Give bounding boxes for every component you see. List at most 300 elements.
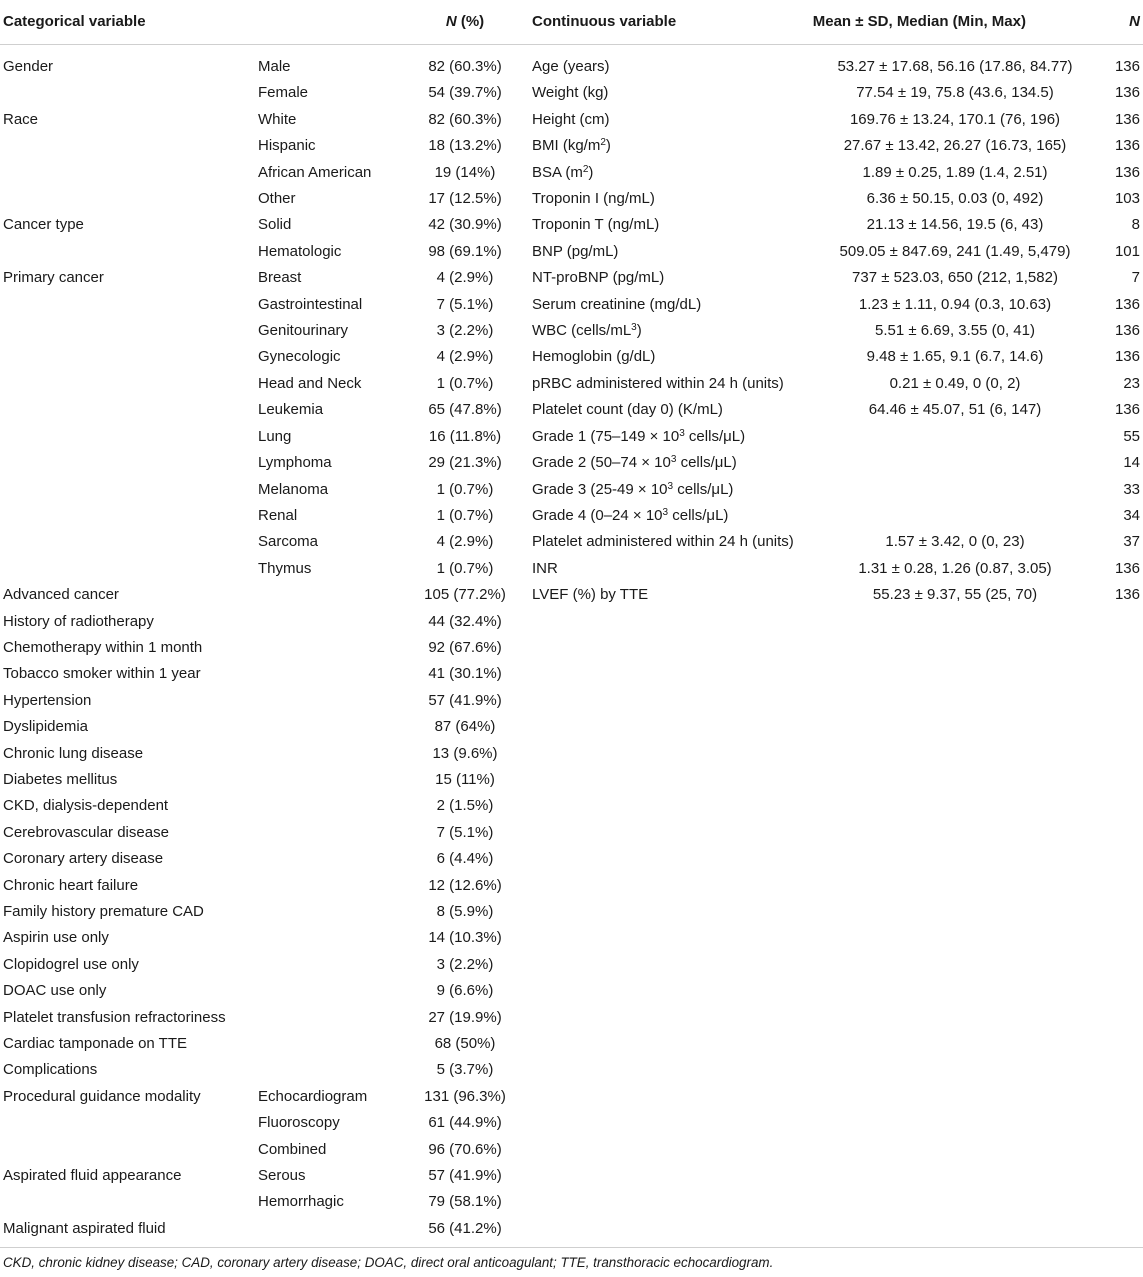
subcategory-cell: Combined bbox=[258, 1140, 327, 1158]
continuous-variable-label: pRBC administered within 24 h (units) bbox=[532, 374, 784, 392]
table-row bbox=[0, 741, 1143, 767]
categorical-variable-cell bbox=[0, 80, 258, 106]
n-percent-cell: 61 (44.9%) bbox=[428, 1114, 502, 1132]
categorical-variable-cell bbox=[0, 397, 258, 423]
n-cell bbox=[1100, 1031, 1143, 1057]
categorical-variable-cell: Aspirin use only bbox=[3, 929, 109, 947]
subcategory-cell bbox=[258, 793, 398, 819]
n-cell bbox=[1100, 793, 1143, 819]
n-percent-cell: 27 (19.9%) bbox=[428, 1008, 502, 1026]
n-cell bbox=[1100, 661, 1143, 687]
table-row bbox=[0, 1005, 1143, 1031]
categorical-variable-cell: Advanced cancer bbox=[3, 586, 119, 604]
categorical-variable-cell: Aspirated fluid appearance bbox=[3, 1167, 182, 1185]
n-percent-cell: 54 (39.7%) bbox=[428, 84, 502, 102]
mean-sd-median-cell bbox=[810, 741, 1100, 767]
subcategory-cell: Female bbox=[258, 84, 309, 102]
table-row bbox=[0, 239, 1143, 265]
categorical-variable-cell bbox=[0, 239, 258, 265]
superscript: 2 bbox=[582, 163, 589, 175]
continuous-variable-label: BSA (m bbox=[532, 163, 583, 181]
n-percent-cell: 4 (2.9%) bbox=[436, 533, 494, 551]
n-percent-cell: 4 (2.9%) bbox=[436, 269, 494, 287]
subcategory-cell bbox=[258, 714, 398, 740]
categorical-variable-cell bbox=[0, 1137, 258, 1163]
continuous-variable-cell bbox=[532, 54, 810, 80]
continuous-variable-label-suffix: cells/μL) bbox=[673, 480, 734, 498]
continuous-variable-label: Platelet administered within 24 h (units) bbox=[532, 533, 794, 551]
continuous-variable-cell bbox=[532, 160, 810, 186]
table-row bbox=[0, 1163, 1143, 1189]
continuous-variable-label: WBC (cells/mL bbox=[532, 322, 632, 340]
categorical-variable-cell: Coronary artery disease bbox=[3, 850, 164, 868]
n-cell bbox=[1100, 1189, 1143, 1215]
n-cell: 14 bbox=[1123, 454, 1140, 472]
mean-sd-median-cell bbox=[810, 1031, 1100, 1057]
subcategory-cell bbox=[258, 582, 398, 608]
categorical-variable-cell bbox=[0, 450, 258, 476]
continuous-variable-cell bbox=[532, 529, 810, 555]
continuous-variable-cell bbox=[532, 477, 810, 503]
continuous-variable-label: Serum creatinine (mg/dL) bbox=[532, 295, 702, 313]
continuous-variable-cell bbox=[532, 952, 810, 978]
mean-sd-median-cell: 5.51 ± 6.69, 3.55 (0, 41) bbox=[874, 322, 1035, 340]
continuous-variable-cell bbox=[532, 1031, 810, 1057]
mean-sd-median-cell: 6.36 ± 50.15, 0.03 (0, 492) bbox=[866, 190, 1044, 208]
subcategory-cell: Echocardiogram bbox=[258, 1087, 368, 1105]
mean-sd-median-cell: 27.67 ± 13.42, 26.27 (16.73, 165) bbox=[843, 137, 1067, 155]
n-cell: 136 bbox=[1114, 401, 1140, 419]
table-row bbox=[0, 133, 1143, 159]
mean-sd-median-cell: 1.31 ± 0.28, 1.26 (0.87, 3.05) bbox=[858, 559, 1052, 577]
continuous-variable-label: Grade 3 (25-49 × 10 bbox=[532, 480, 668, 498]
continuous-variable-cell bbox=[532, 582, 810, 608]
n-percent-cell: 42 (30.9%) bbox=[428, 216, 502, 234]
n-cell: 101 bbox=[1114, 242, 1140, 260]
n-cell: 8 bbox=[1131, 216, 1140, 234]
n-cell bbox=[1100, 1084, 1143, 1110]
table-row bbox=[0, 635, 1143, 661]
subcategory-cell: Melanoma bbox=[258, 480, 329, 498]
mean-sd-median-cell bbox=[810, 609, 1100, 635]
n-percent-cell: 87 (64%) bbox=[434, 718, 496, 736]
table-row bbox=[0, 477, 1143, 503]
n-percent-cell: 3 (2.2%) bbox=[436, 955, 494, 973]
table-row bbox=[0, 661, 1143, 687]
continuous-variable-cell bbox=[532, 80, 810, 106]
continuous-variable-cell bbox=[532, 239, 810, 265]
n-cell bbox=[1100, 925, 1143, 951]
table-row bbox=[0, 529, 1143, 555]
n-cell bbox=[1100, 1137, 1143, 1163]
n-percent-cell: 131 (96.3%) bbox=[424, 1087, 506, 1105]
table-row bbox=[0, 714, 1143, 740]
header-categorical-variable: Categorical variable bbox=[0, 0, 258, 45]
subcategory-cell bbox=[258, 661, 398, 687]
mean-sd-median-cell bbox=[810, 820, 1100, 846]
n-cell bbox=[1100, 688, 1143, 714]
subcategory-cell bbox=[258, 767, 398, 793]
header-n-percent-pct: (%) bbox=[456, 13, 485, 30]
n-cell: 136 bbox=[1114, 84, 1140, 102]
categorical-variable-cell bbox=[0, 424, 258, 450]
continuous-variable-cell bbox=[532, 107, 810, 133]
continuous-variable-cell bbox=[532, 292, 810, 318]
table-row bbox=[0, 1031, 1143, 1057]
n-percent-cell: 1 (0.7%) bbox=[436, 374, 494, 392]
continuous-variable-cell bbox=[532, 1189, 810, 1215]
categorical-variable-cell bbox=[0, 503, 258, 529]
continuous-variable-cell bbox=[532, 1216, 810, 1242]
categorical-variable-cell: Hypertension bbox=[3, 691, 92, 709]
n-cell: 136 bbox=[1114, 58, 1140, 75]
subcategory-cell bbox=[258, 1005, 398, 1031]
categorical-variable-cell: Chronic lung disease bbox=[3, 744, 144, 762]
n-percent-cell: 6 (4.4%) bbox=[436, 850, 494, 868]
table-body bbox=[0, 45, 1143, 1243]
categorical-variable-cell: Family history premature CAD bbox=[3, 903, 204, 920]
continuous-variable-cell bbox=[532, 397, 810, 423]
n-percent-cell: 13 (9.6%) bbox=[432, 744, 498, 762]
categorical-variable-cell: Tobacco smoker within 1 year bbox=[3, 665, 201, 683]
continuous-variable-cell bbox=[532, 265, 810, 291]
n-percent-cell: 44 (32.4%) bbox=[428, 612, 502, 630]
mean-sd-median-cell bbox=[810, 1005, 1100, 1031]
continuous-variable-cell bbox=[532, 1110, 810, 1136]
superscript: 3 bbox=[662, 506, 669, 518]
subcategory-cell: Renal bbox=[258, 506, 298, 524]
categorical-variable-cell: Cancer type bbox=[3, 216, 84, 234]
continuous-variable-cell bbox=[532, 1057, 810, 1083]
continuous-variable-cell bbox=[532, 1005, 810, 1031]
table-row bbox=[0, 1057, 1143, 1083]
spacer-row bbox=[0, 45, 1143, 55]
n-percent-cell: 16 (11.8%) bbox=[428, 427, 502, 445]
header-row bbox=[0, 0, 1143, 45]
mean-sd-median-cell bbox=[810, 503, 1100, 529]
table-row bbox=[0, 450, 1143, 476]
n-percent-cell: 19 (14%) bbox=[434, 163, 496, 181]
n-percent-cell: 92 (67.6%) bbox=[428, 638, 502, 656]
subcategory-cell: Sarcoma bbox=[258, 533, 319, 551]
categorical-variable-cell: Diabetes mellitus bbox=[3, 770, 118, 788]
n-cell bbox=[1100, 899, 1143, 925]
continuous-variable-label-suffix: ) bbox=[636, 322, 642, 340]
subcategory-cell bbox=[258, 846, 398, 872]
table-row bbox=[0, 424, 1143, 450]
categorical-variable-cell bbox=[0, 133, 258, 159]
continuous-variable-cell bbox=[532, 873, 810, 899]
n-percent-cell: 98 (69.1%) bbox=[428, 242, 502, 260]
n-percent-cell: 41 (30.1%) bbox=[428, 665, 502, 683]
n-percent-cell: 1 (0.7%) bbox=[436, 480, 494, 498]
mean-sd-median-cell bbox=[810, 952, 1100, 978]
mean-sd-median-cell bbox=[810, 767, 1100, 793]
n-cell bbox=[1100, 635, 1143, 661]
n-percent-cell: 1 (0.7%) bbox=[436, 559, 494, 577]
n-cell: 136 bbox=[1114, 163, 1140, 181]
mean-sd-median-cell: 1.89 ± 0.25, 1.89 (1.4, 2.51) bbox=[862, 163, 1048, 181]
continuous-variable-cell bbox=[532, 846, 810, 872]
n-percent-cell: 9 (6.6%) bbox=[436, 982, 494, 1000]
n-cell: 23 bbox=[1123, 374, 1140, 392]
mean-sd-median-cell bbox=[810, 978, 1100, 1004]
categorical-variable-cell: Dyslipidemia bbox=[3, 718, 89, 736]
subcategory-cell bbox=[258, 952, 398, 978]
mean-sd-median-cell bbox=[810, 688, 1100, 714]
n-percent-cell: 1 (0.7%) bbox=[436, 506, 494, 524]
n-cell: 136 bbox=[1114, 348, 1140, 366]
continuous-variable-cell bbox=[532, 899, 810, 925]
categorical-variable-cell bbox=[0, 292, 258, 318]
continuous-variable-label: BMI (kg/m bbox=[532, 137, 601, 155]
subcategory-cell bbox=[258, 635, 398, 661]
table-row bbox=[0, 212, 1143, 238]
continuous-variable-label: Grade 4 (0–24 × 10 bbox=[532, 506, 663, 524]
categorical-variable-cell: Platelet transfusion refractoriness bbox=[3, 1008, 226, 1026]
n-cell: 136 bbox=[1114, 559, 1140, 577]
header-n-percent bbox=[398, 0, 532, 45]
superscript: 2 bbox=[600, 137, 606, 149]
subcategory-cell: Serous bbox=[258, 1167, 306, 1185]
mean-sd-median-cell bbox=[810, 1163, 1100, 1189]
continuous-variable-cell bbox=[532, 609, 810, 635]
n-cell bbox=[1100, 609, 1143, 635]
mean-sd-median-cell: 77.54 ± 19, 75.8 (43.6, 134.5) bbox=[856, 84, 1054, 102]
categorical-variable-cell: History of radiotherapy bbox=[3, 612, 154, 630]
categorical-variable-cell: Gender bbox=[3, 58, 54, 75]
mean-sd-median-cell bbox=[810, 793, 1100, 819]
table-footnote: CKD, chronic kidney disease; CAD, coronary artery disease; DOAC, direct oral anticoagulant; TTE, transthoracic echocardiogram. bbox=[3, 1255, 774, 1270]
n-percent-cell: 96 (70.6%) bbox=[428, 1140, 502, 1158]
header-n: N bbox=[1100, 0, 1143, 45]
n-percent-cell: 5 (3.7%) bbox=[436, 1061, 494, 1079]
subcategory-cell: Head and Neck bbox=[258, 374, 362, 392]
superscript: 3 bbox=[667, 480, 674, 492]
categorical-variable-cell: Procedural guidance modality bbox=[3, 1087, 201, 1105]
categorical-variable-cell: Complications bbox=[3, 1061, 98, 1079]
n-cell bbox=[1100, 1110, 1143, 1136]
continuous-variable-label: Height (cm) bbox=[532, 110, 610, 128]
n-cell bbox=[1100, 1163, 1143, 1189]
header-subcategory bbox=[258, 0, 398, 45]
mean-sd-median-cell bbox=[810, 873, 1100, 899]
n-percent-cell: 7 (5.1%) bbox=[436, 295, 494, 313]
n-percent-cell: 65 (47.8%) bbox=[428, 401, 502, 419]
categorical-variable-cell: DOAC use only bbox=[3, 982, 107, 1000]
mean-sd-median-cell bbox=[810, 925, 1100, 951]
n-percent-cell: 82 (60.3%) bbox=[428, 58, 502, 75]
table-row bbox=[0, 952, 1143, 978]
table-row bbox=[0, 925, 1143, 951]
n-cell bbox=[1100, 1005, 1143, 1031]
n-cell: 37 bbox=[1123, 533, 1140, 551]
subcategory-cell bbox=[258, 925, 398, 951]
continuous-variable-cell bbox=[532, 186, 810, 212]
n-cell bbox=[1100, 873, 1143, 899]
table-row bbox=[0, 503, 1143, 529]
mean-sd-median-cell bbox=[810, 1084, 1100, 1110]
table-row bbox=[0, 873, 1143, 899]
continuous-variable-cell bbox=[532, 793, 810, 819]
mean-sd-median-cell: 509.05 ± 847.69, 241 (1.49, 5,479) bbox=[839, 242, 1071, 260]
table-row bbox=[0, 609, 1143, 635]
continuous-variable-cell bbox=[532, 1084, 810, 1110]
n-percent-cell: 12 (12.6%) bbox=[428, 876, 502, 894]
mean-sd-median-cell bbox=[810, 450, 1100, 476]
n-cell bbox=[1100, 1216, 1143, 1242]
n-percent-cell: 4 (2.9%) bbox=[436, 348, 494, 366]
categorical-variable-cell: Cardiac tamponade on TTE bbox=[3, 1035, 187, 1053]
continuous-variable-cell bbox=[532, 661, 810, 687]
table-row bbox=[0, 846, 1143, 872]
superscript: 3 bbox=[679, 427, 685, 439]
continuous-variable-label: NT-proBNP (pg/mL) bbox=[532, 269, 665, 287]
subcategory-cell bbox=[258, 820, 398, 846]
subcategory-cell: African American bbox=[258, 163, 372, 181]
categorical-variable-cell bbox=[0, 318, 258, 344]
mean-sd-median-cell bbox=[810, 899, 1100, 925]
continuous-variable-cell bbox=[532, 688, 810, 714]
n-cell bbox=[1100, 846, 1143, 872]
continuous-variable-label-suffix: cells/μL) bbox=[676, 454, 737, 472]
categorical-variable-cell: Cerebrovascular disease bbox=[3, 823, 169, 841]
continuous-variable-label: LVEF (%) by TTE bbox=[532, 586, 649, 604]
n-percent-cell: 105 (77.2%) bbox=[424, 586, 506, 604]
mean-sd-median-cell: 0.21 ± 0.49, 0 (0, 2) bbox=[889, 374, 1021, 392]
continuous-variable-cell bbox=[532, 371, 810, 397]
table-row bbox=[0, 397, 1143, 423]
continuous-variable-label: Grade 1 (75–149 × 10 bbox=[532, 427, 680, 445]
subcategory-cell: Breast bbox=[258, 269, 302, 287]
categorical-variable-cell: Chronic heart failure bbox=[3, 876, 139, 894]
n-percent-cell: 56 (41.2%) bbox=[428, 1219, 502, 1237]
n-percent-cell: 15 (11%) bbox=[435, 770, 495, 788]
continuous-variable-cell bbox=[532, 344, 810, 370]
categorical-variable-cell bbox=[0, 371, 258, 397]
subcategory-cell bbox=[258, 1031, 398, 1057]
table-row bbox=[0, 160, 1143, 186]
mean-sd-median-cell bbox=[810, 635, 1100, 661]
continuous-variable-cell bbox=[532, 212, 810, 238]
n-cell: 55 bbox=[1123, 427, 1140, 445]
table-row bbox=[0, 80, 1143, 106]
subcategory-cell: Hemorrhagic bbox=[258, 1193, 344, 1211]
table-row bbox=[0, 899, 1143, 925]
subcategory-cell: Fluoroscopy bbox=[258, 1114, 340, 1132]
n-percent-cell: 18 (13.2%) bbox=[428, 137, 502, 155]
continuous-variable-cell bbox=[532, 1137, 810, 1163]
n-cell bbox=[1100, 978, 1143, 1004]
continuous-variable-cell bbox=[532, 635, 810, 661]
continuous-variable-cell bbox=[532, 424, 810, 450]
subcategory-cell bbox=[258, 609, 398, 635]
n-cell: 103 bbox=[1114, 190, 1140, 208]
table-row bbox=[0, 265, 1143, 291]
categorical-variable-cell bbox=[0, 160, 258, 186]
n-percent-cell: 29 (21.3%) bbox=[428, 454, 502, 472]
categorical-variable-cell: Race bbox=[3, 110, 39, 128]
continuous-variable-label: Troponin I (ng/mL) bbox=[532, 190, 655, 208]
subcategory-cell bbox=[258, 873, 398, 899]
subcategory-cell: Solid bbox=[258, 216, 292, 234]
table-row bbox=[0, 820, 1143, 846]
header-continuous-variable: Continuous variable bbox=[532, 0, 810, 45]
n-percent-cell: 79 (58.1%) bbox=[428, 1193, 502, 1211]
categorical-variable-cell bbox=[0, 1189, 258, 1215]
header-n-percent-n: N bbox=[445, 13, 457, 30]
table-row bbox=[0, 978, 1143, 1004]
continuous-variable-label-suffix: cells/μL) bbox=[684, 427, 746, 445]
mean-sd-median-cell bbox=[810, 1137, 1100, 1163]
n-cell bbox=[1100, 741, 1143, 767]
continuous-variable-label: Age (years) bbox=[532, 58, 610, 75]
table-row bbox=[0, 1084, 1143, 1110]
continuous-variable-cell bbox=[532, 978, 810, 1004]
continuous-variable-label-suffix: ) bbox=[605, 137, 611, 155]
table-row bbox=[0, 1189, 1143, 1215]
mean-sd-median-cell: 1.57 ± 3.42, 0 (0, 23) bbox=[885, 533, 1025, 551]
n-percent-cell: 3 (2.2%) bbox=[436, 322, 494, 340]
subcategory-cell: Hispanic bbox=[258, 137, 316, 155]
mean-sd-median-cell: 9.48 ± 1.65, 9.1 (6.7, 14.6) bbox=[866, 348, 1044, 366]
mean-sd-median-cell: 55.23 ± 9.37, 55 (25, 70) bbox=[872, 586, 1038, 604]
categorical-variable-cell bbox=[0, 1110, 258, 1136]
mean-sd-median-cell bbox=[810, 846, 1100, 872]
n-percent-cell: 8 (5.9%) bbox=[436, 903, 494, 920]
continuous-variable-label: Grade 2 (50–74 × 10 bbox=[532, 454, 671, 472]
categorical-variable-cell bbox=[0, 556, 258, 582]
categorical-variable-cell bbox=[0, 344, 258, 370]
categorical-variable-cell bbox=[0, 529, 258, 555]
continuous-variable-cell bbox=[532, 820, 810, 846]
continuous-variable-label: BNP (pg/mL) bbox=[532, 242, 619, 260]
n-cell: 136 bbox=[1114, 322, 1140, 340]
categorical-variable-cell bbox=[0, 477, 258, 503]
n-cell: 33 bbox=[1123, 480, 1140, 498]
subcategory-cell bbox=[258, 978, 398, 1004]
subcategory-cell: White bbox=[258, 110, 297, 128]
n-cell: 7 bbox=[1131, 269, 1140, 287]
mean-sd-median-cell bbox=[810, 1057, 1100, 1083]
table-row bbox=[0, 556, 1143, 582]
continuous-variable-label: Weight (kg) bbox=[532, 84, 609, 102]
continuous-variable-label: Troponin T (ng/mL) bbox=[532, 216, 660, 234]
subcategory-cell bbox=[258, 688, 398, 714]
continuous-variable-cell bbox=[532, 925, 810, 951]
n-percent-cell: 68 (50%) bbox=[434, 1035, 496, 1053]
table-row bbox=[0, 371, 1143, 397]
subcategory-cell bbox=[258, 741, 398, 767]
subcategory-cell: Leukemia bbox=[258, 401, 324, 419]
categorical-variable-cell bbox=[0, 186, 258, 212]
n-percent-cell: 57 (41.9%) bbox=[428, 1167, 502, 1185]
continuous-variable-cell bbox=[532, 133, 810, 159]
subcategory-cell bbox=[258, 1216, 398, 1242]
table-row bbox=[0, 1110, 1143, 1136]
n-cell: 136 bbox=[1114, 295, 1140, 313]
table-row bbox=[0, 54, 1143, 80]
subcategory-cell: Gynecologic bbox=[258, 348, 341, 366]
n-percent-cell: 14 (10.3%) bbox=[428, 929, 502, 947]
mean-sd-median-cell: 53.27 ± 17.68, 56.16 (17.86, 84.77) bbox=[837, 58, 1073, 75]
continuous-variable-label: INR bbox=[532, 559, 558, 577]
mean-sd-median-cell: 64.46 ± 45.07, 51 (6, 147) bbox=[868, 401, 1042, 419]
table-row bbox=[0, 107, 1143, 133]
mean-sd-median-cell bbox=[810, 477, 1100, 503]
mean-sd-median-cell bbox=[810, 1110, 1100, 1136]
continuous-variable-cell bbox=[532, 1163, 810, 1189]
